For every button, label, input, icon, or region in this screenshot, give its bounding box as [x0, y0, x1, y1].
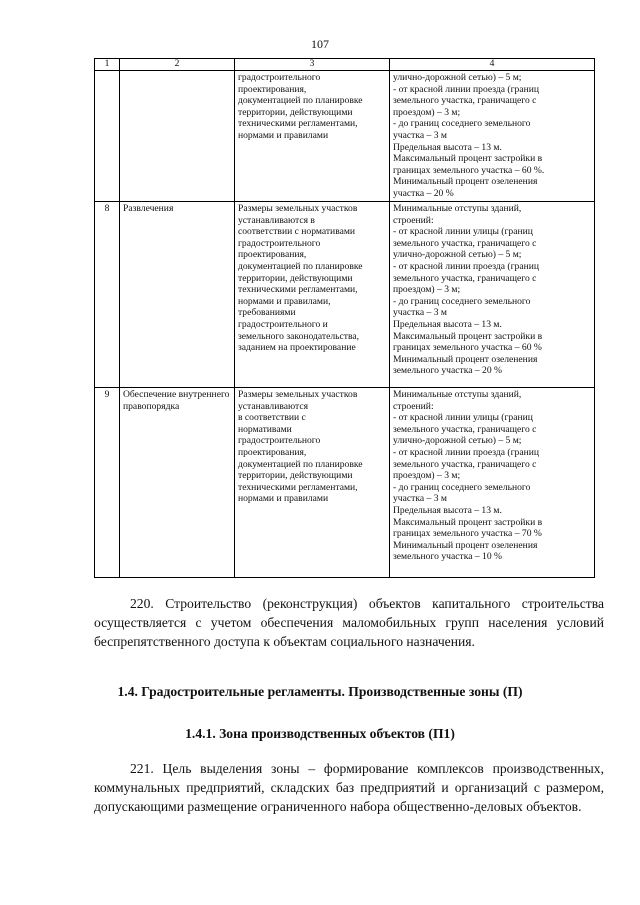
cell-line: Размеры земельных участков	[238, 203, 358, 214]
cell-line: земельного участка – 20 %	[393, 365, 503, 377]
cell-line: - от красной линии улицы (границ	[393, 412, 533, 424]
cell-line: границах земельного участка – 70 %	[393, 528, 542, 540]
land-plot-size-params	[235, 202, 390, 388]
cell-line: градостроительного	[238, 72, 321, 83]
cell-line: в соответствии с	[238, 412, 306, 424]
header-col-3: 3	[235, 59, 390, 71]
land-use-name: Развлечения	[120, 202, 235, 388]
construction-limits	[390, 71, 595, 202]
row-number	[95, 71, 120, 202]
cell-line: территории, действующими	[238, 106, 353, 118]
cell-line: Предельная высота – 13 м.	[393, 504, 502, 516]
paragraph-220	[94, 594, 604, 651]
cell-line: земельного участка, граничащего с	[393, 95, 537, 107]
cell-line: земельного законодательства,	[238, 330, 360, 342]
cell-line: границах земельного участка – 60 %	[393, 342, 542, 354]
cell-line: - до границ соседнего земельного	[393, 118, 531, 130]
cell-line: техническими регламентами,	[238, 284, 358, 296]
cell-line: Предельная высота – 13 м.	[393, 141, 502, 153]
cell-line: нормами и правилами	[238, 493, 329, 505]
construction-limits	[390, 388, 595, 578]
cell-line: техническими регламентами,	[238, 118, 358, 130]
land-plot-size-params	[235, 71, 390, 202]
cell-line: строений:	[393, 214, 434, 226]
cell-line: границах земельного участка – 60 %.	[393, 164, 545, 176]
cell-line: Предельная высота – 13 м.	[393, 318, 502, 330]
cell-line: проездом) – 3 м;	[393, 470, 461, 482]
cell-line: - от красной линии проезда (границ	[393, 260, 539, 272]
cell-line: градостроительного и	[238, 318, 328, 330]
table-row	[95, 71, 595, 202]
cell-line: Минимальный процент озеленения	[393, 539, 538, 551]
cell-line: - от красной линии улицы (границ	[393, 226, 533, 238]
cell-line: земельного участка, граничащего с	[393, 458, 537, 470]
cell-line: документацией по планировке	[238, 260, 363, 272]
paragraph-221-text: 221. Цель выделения зоны – формирование комплексов производственных, коммунальных предприятий, складских баз предприятий и организаций с размером, допускающими размещение ограниченного набора общественно-деловых объектов.	[94, 761, 604, 814]
cell-line: территории, действующими	[238, 470, 353, 482]
cell-line: документацией по планировке	[238, 95, 363, 107]
cell-line: земельного участка, граничащего с	[393, 423, 537, 435]
cell-line: устанавливаются	[238, 400, 309, 412]
cell-line: градостроительного	[238, 435, 321, 447]
cell-line: проектирования,	[238, 83, 307, 95]
cell-line: устанавливаются в	[238, 214, 315, 226]
cell-line: проектирования,	[238, 249, 307, 261]
paragraph-220-text: 220. Строительство (реконструкция) объектов капитального строительства осуществляется с учетом обеспечения маломобильных групп населения условий беспрепятственного доступа к объектам социального назначения.	[94, 596, 604, 649]
cell-line: - от красной линии проезда (границ	[393, 446, 539, 458]
cell-line: градостроительного	[238, 237, 321, 249]
cell-line: участка – 3 м	[393, 307, 447, 319]
row-number: 8	[95, 202, 120, 388]
cell-line: нормативами	[238, 423, 292, 435]
header-col-4: 4	[390, 59, 595, 71]
row-number: 9	[95, 388, 120, 578]
cell-line: техническими регламентами,	[238, 481, 358, 493]
cell-line: территории, действующими	[238, 272, 353, 284]
cell-line: Максимальный процент застройки в	[393, 330, 543, 342]
land-use-name	[120, 71, 235, 202]
paragraph-221	[94, 759, 604, 816]
cell-line: улично-дорожной сетью) – 5 м;	[393, 435, 522, 447]
cell-line: - от красной линии проезда (границ	[393, 83, 539, 95]
land-use-name: Обеспечение внутреннего правопорядка	[120, 388, 235, 578]
heading-production-objects-zone: 1.4.1. Зона производственных объектов (П1)	[185, 726, 455, 741]
land-plot-size-params	[235, 388, 390, 578]
cell-line: проездом) – 3 м;	[393, 284, 461, 296]
heading-production-zones: 1.4. Градостроительные регламенты. Производственные зоны (П)	[117, 684, 523, 699]
cell-line: улично-дорожной сетью) – 5 м;	[393, 72, 522, 83]
cell-line: участка – 20 %	[393, 187, 454, 199]
cell-line: - до границ соседнего земельного	[393, 295, 531, 307]
construction-limits	[390, 202, 595, 388]
header-col-2: 2	[120, 59, 235, 71]
cell-line: документацией по планировке	[238, 458, 363, 470]
header-col-1: 1	[95, 59, 120, 71]
cell-line: земельного участка, граничащего с	[393, 237, 537, 249]
cell-line: проектирования,	[238, 446, 307, 458]
table-row	[95, 388, 595, 578]
cell-line: нормами и правилами,	[238, 295, 331, 307]
cell-line: заданием на проектирование	[238, 342, 356, 354]
cell-line: Максимальный процент застройки в	[393, 153, 543, 165]
cell-line: строений:	[393, 400, 434, 412]
table-header-row	[95, 59, 595, 71]
cell-line: участка – 3 м	[393, 493, 447, 505]
cell-line: Минимальные отступы зданий,	[393, 203, 522, 214]
cell-line: проездом) – 3 м;	[393, 106, 461, 118]
cell-line: земельного участка, граничащего с	[393, 272, 537, 284]
cell-line: улично-дорожной сетью) – 5 м;	[393, 249, 522, 261]
table-row	[95, 202, 595, 388]
cell-line: участка – 3 м	[393, 129, 447, 141]
cell-line: - до границ соседнего земельного	[393, 481, 531, 493]
cell-line: Максимальный процент застройки в	[393, 516, 543, 528]
page-number: 107	[311, 37, 329, 51]
cell-line: земельного участка – 10 %	[393, 551, 503, 563]
cell-line: соответствии с нормативами	[238, 226, 356, 238]
cell-line: Минимальные отступы зданий,	[393, 389, 522, 400]
cell-line: Минимальный процент озеленения	[393, 176, 538, 188]
cell-line: требованиями	[238, 307, 296, 319]
cell-line: Минимальный процент озеленения	[393, 353, 538, 365]
cell-line: нормами и правилами	[238, 129, 329, 141]
cell-line: Размеры земельных участков	[238, 389, 358, 400]
regulations-table	[94, 58, 595, 578]
